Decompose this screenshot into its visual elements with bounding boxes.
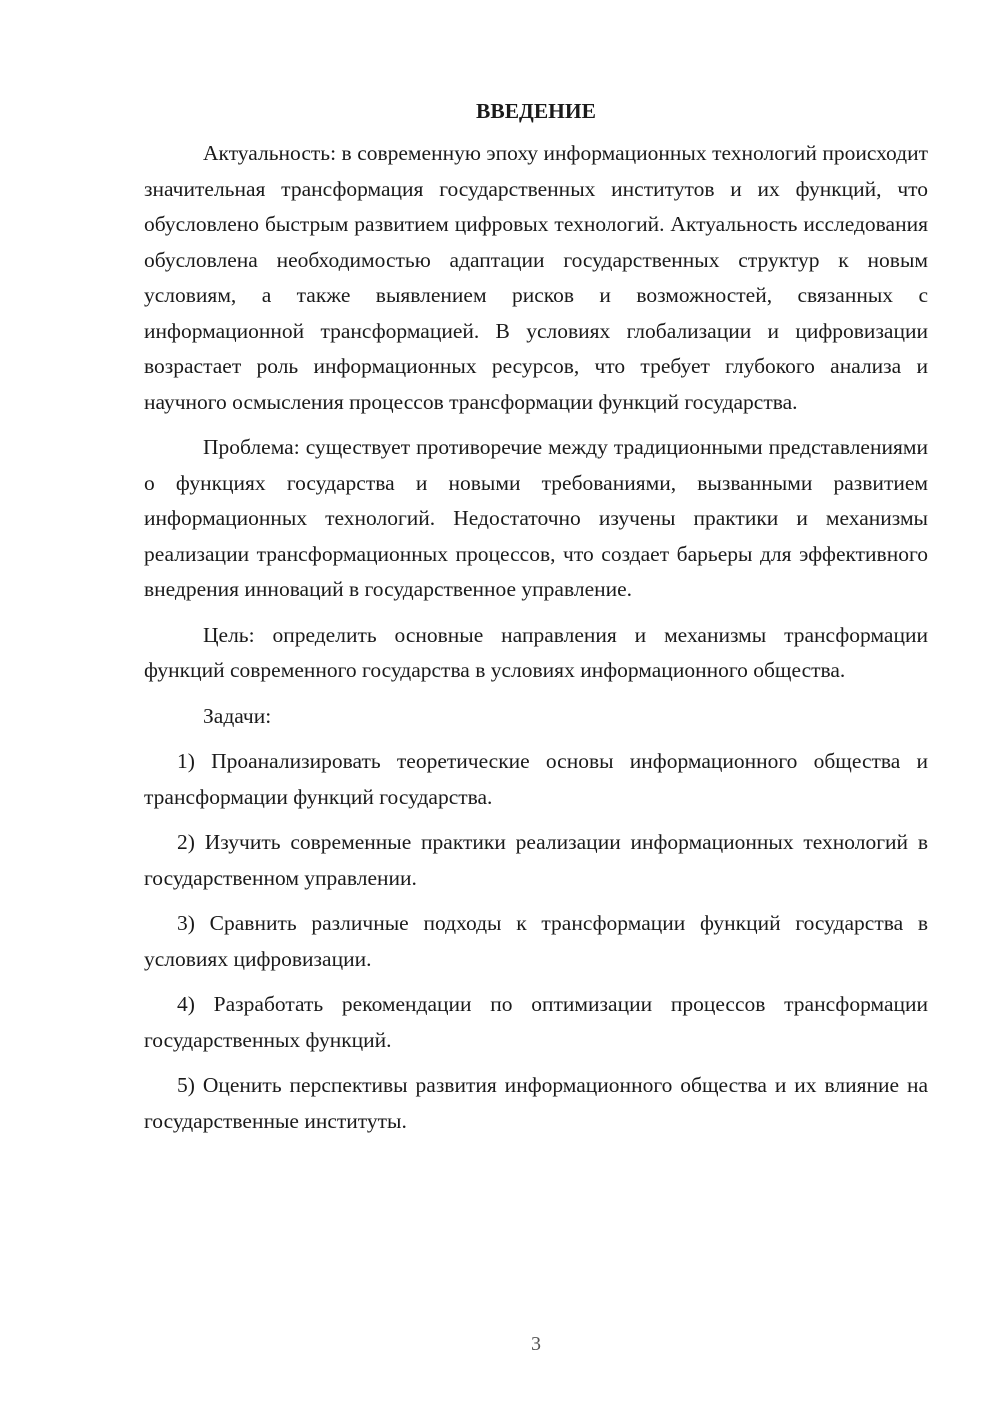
task-text: Оценить перспективы развития информационного общества и их влияние на государственные институты. — [144, 1073, 928, 1133]
page-title: ВВЕДЕНИЕ — [476, 99, 596, 123]
task-number: 2) — [177, 830, 195, 854]
task-number: 3) — [177, 911, 195, 935]
task-item — [144, 906, 928, 977]
tasks-heading: Задачи: — [203, 703, 272, 728]
paragraph-goal: Цель: определить основные направления и механизмы трансформации функций современного государства в условиях информационного общества. — [144, 622, 928, 682]
task-number: 5) — [177, 1073, 195, 1097]
task-text: Изучить современные практики реализации информационных технологий в государственном управлении. — [144, 830, 928, 890]
task-number: 1) — [177, 749, 195, 773]
task-text: Сравнить различные подходы к трансформации функций государства в условиях цифровизации. — [144, 911, 929, 971]
task-item — [144, 1068, 928, 1139]
paragraph-relevance: Актуальность: в современную эпоху информационных технологий происходит значительная трансформация государственных институтов и их функций, что обусловлено быстрым развитием цифровых технологий. Актуальность исследования обусловлена необходимостью адаптации государственных структур к новым условиям, а также выявлением рисков и возможностей, связанных с информационной трансформацией. В условиях глобализации и цифровизации возрастает роль информационных ресурсов, что требует глубокого анализа и научного осмысления процессов трансформации функций государства. — [144, 141, 928, 414]
task-item — [144, 987, 928, 1058]
paragraph-problem: Проблема: существует противоречие между традиционными представлениями о функциях государства и новыми требованиями, вызванными развитием информационных технологий. Недостаточно изучены практики и механизмы реализации трансформационных процессов, что создает барьеры для эффективного внедрения инноваций в государственное управление. — [144, 435, 928, 601]
task-item — [144, 825, 928, 896]
task-text: Разработать рекомендации по оптимизации процессов трансформации государственных функций. — [144, 992, 929, 1052]
document-page — [144, 96, 928, 1149]
page-number: 3 — [531, 1333, 541, 1355]
task-number: 4) — [177, 992, 195, 1016]
task-text: Проанализировать теоретические основы информационного общества и трансформации функций государства. — [144, 749, 928, 809]
task-item — [144, 744, 928, 815]
